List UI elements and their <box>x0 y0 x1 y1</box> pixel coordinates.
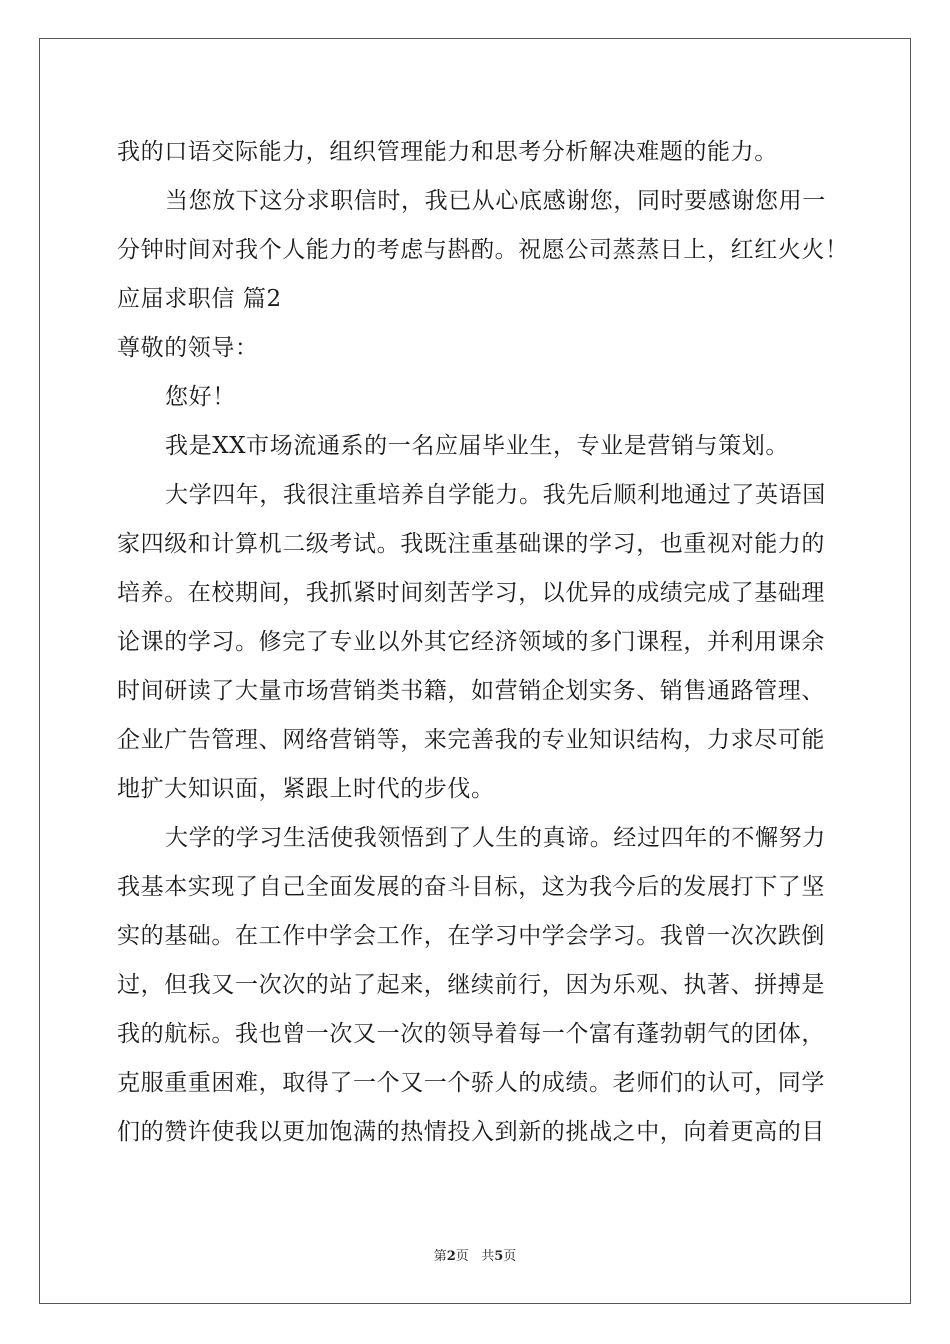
text-line: 当您放下这分求职信时，我已从心底感谢您，同时要感谢您用一 <box>165 188 826 214</box>
text-line: 企业广告管理、网络营销等，来完善我的专业知识结构，力求尽可能 <box>117 727 825 753</box>
text-line: 过，但我又一次次的站了起来，继续前行，因为乐观、执著、拼搏是 <box>117 972 825 998</box>
text-line: 地扩大知识面，紧跟上时代的步伐。 <box>117 776 495 802</box>
text-line: 实的基础。在工作中学会工作，在学习中学会学习。我曾一次次跌倒 <box>117 923 825 949</box>
text-line: 我的航标。我也曾一次又一次的领导着每一个富有蓬勃朝气的团体， <box>117 1021 825 1047</box>
text-line: 们的赞许使我以更加饱满的热情投入到新的挑战之中，向着更高的目 <box>117 1119 825 1145</box>
document-body <box>117 128 849 1157</box>
text-line: 大学的学习生活使我领悟到了人生的真谛。经过四年的不懈努力 <box>165 825 826 851</box>
text-line: 培养。在校期间，我抓紧时间刻苦学习，以优异的成绩完成了基础理 <box>117 580 825 606</box>
text-line: 尊敬的领导： <box>117 335 259 361</box>
footer-total-pages: 5 <box>494 1249 504 1264</box>
text-line: 大学四年，我很注重培养自学能力。我先后顺利地通过了英语国 <box>165 482 826 508</box>
text-line: 克服重重困难，取得了一个又一个骄人的成绩。老师们的认可，同学 <box>117 1070 825 1096</box>
text-line: 论课的学习。修完了专业以外其它经济领域的多门课程，并利用课余 <box>117 629 825 655</box>
text-line: 我是XX市场流通系的一名应届毕业生，专业是营销与策划。 <box>165 433 789 459</box>
text-line: 您好！ <box>165 384 236 410</box>
text-line: 时间研读了大量市场营销类书籍，如营销企划实务、销售通路管理、 <box>117 678 825 704</box>
text-line: 分钟时间对我个人能力的考虑与斟酌。祝愿公司蒸蒸日上，红红火火！ <box>117 237 849 263</box>
footer-total-prefix: 共 <box>481 1249 495 1264</box>
footer-total-suffix: 页 <box>503 1249 517 1264</box>
footer-page-number: 2 <box>446 1249 456 1264</box>
footer-prefix: 第 <box>433 1249 447 1264</box>
page-footer <box>0 1245 950 1264</box>
footer-page-suffix: 页 <box>455 1249 469 1264</box>
text-line: 应届求职信 篇2 <box>117 286 282 312</box>
text-line: 我的口语交际能力，组织管理能力和思考分析解决难题的能力。 <box>117 139 778 165</box>
text-line: 我基本实现了自己全面发展的奋斗目标，这为我今后的发展打下了坚 <box>117 874 825 900</box>
text-line: 家四级和计算机二级考试。我既注重基础课的学习，也重视对能力的 <box>117 531 825 557</box>
